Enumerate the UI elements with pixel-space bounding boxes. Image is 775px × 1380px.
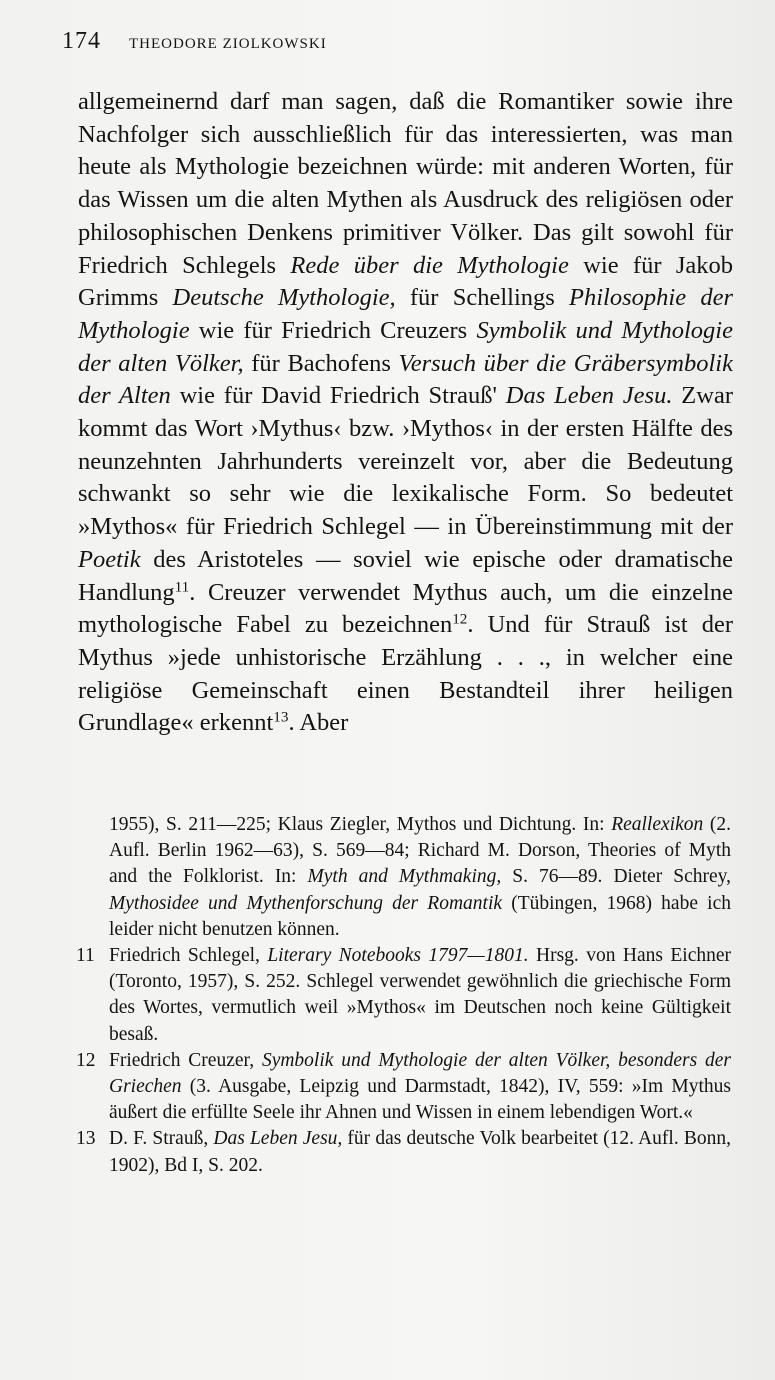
text-run: allgemeinernd darf man sagen, daß die Romantiker sowie ihre Nachfolger sich ausschließlich für das interessierten, was man heute als Mythologie bezeichnen würde: mit anderen Worten, für das Wissen um die alten Mythen als Ausdruck des religiösen oder philosophischen Denkens primitiver Völker. Das gilt sowohl für Friedrich Schlegels xyxy=(78,88,733,279)
italic-title: Versuch über die Gräbersymbolik der Alten xyxy=(78,349,733,410)
italic-title: Mythosidee und Mythenforschung der Romantik xyxy=(109,892,503,914)
text-run: (2. Aufl. Berlin 1962—63), S. 569—84; Richard M. Dorson, Theories of Myth and the Folklorist. In: xyxy=(109,814,731,888)
italic-title: Poetik xyxy=(78,545,141,573)
footnote-reference: 11 xyxy=(174,578,190,596)
italic-title: Das Leben Jesu. xyxy=(505,382,673,410)
text-run: 1955), S. 211—225; Klaus Ziegler, Mythos und Dichtung. In: xyxy=(109,814,612,835)
text-run: Friedrich Creuzer, xyxy=(109,1049,262,1071)
text-run: wie für Friedrich Creuzers xyxy=(189,316,477,344)
text-run: für Bachofens xyxy=(243,349,399,377)
text-run: Friedrich Schlegel, xyxy=(109,945,268,967)
footnote-13 xyxy=(76,1126,731,1178)
italic-title: Philosophie der Mythologie xyxy=(78,284,733,344)
footnote-continuation xyxy=(76,812,731,943)
footnote-number: 11 xyxy=(76,945,95,967)
text-run: . Und für Strauß ist der Mythus »jede unhistorische Erzählung . . ., in welcher eine religiöse Gemeinschaft einen Bestandteil ihrer heiligen Grundlage« erkennt xyxy=(78,611,733,737)
running-head-author: THEODORE ZIOLKOWSKI xyxy=(129,36,327,52)
italic-title: Deutsche Mythologie, xyxy=(172,284,396,312)
text-run: wie für David Friedrich Strauß' xyxy=(170,382,506,410)
italic-title: Das Leben Jesu, xyxy=(213,1128,343,1150)
footnote-number: 13 xyxy=(76,1128,96,1150)
italic-title: Reallexikon xyxy=(611,814,704,835)
italic-title: Symbolik und Mythologie der alten Völker, xyxy=(78,316,733,377)
text-run: für das deutsche Volk bearbeitet (12. Aufl. Bonn, 1902), Bd I, S. 202. xyxy=(109,1128,731,1176)
footnote-12 xyxy=(76,1048,731,1127)
main-text xyxy=(78,86,733,774)
text-run: (3. Ausgabe, Leipzig und Darmstadt, 1842), IV, 559: »Im Mythus äußert die erfüllte Seele ihr Ahnen und Wissen in einem lebendigen Wort.« xyxy=(109,1076,731,1124)
italic-title: Rede über die Mythologie xyxy=(290,251,569,279)
italic-title: Literary Notebooks 1797—1801. xyxy=(267,945,529,967)
text-run: Zwar kommt das Wort ›Mythus‹ bzw. ›Mythos‹ in der ersten Hälfte des neunzehnten Jahrhunderts vereinzelt vor, aber die Bedeutung schwankt so sehr wie die lexikalische Form. So bedeutet »Mythos« für Friedrich Schlegel — in Übereinstimmung mit der xyxy=(78,382,733,541)
footnote-text xyxy=(109,1048,731,1127)
text-run: des Aristoteles — soviel wie epische oder dramatische Handlung xyxy=(78,545,733,606)
footnote-11 xyxy=(76,943,731,1048)
text-run: wie für Jakob Grimms xyxy=(78,251,733,312)
text-run: . Creuzer verwendet Mythus auch, um die einzelne mythologische Fabel zu bezeichnen xyxy=(78,578,733,639)
footnotes xyxy=(76,812,731,1232)
footnote-reference: 13 xyxy=(273,709,289,727)
italic-title: Symbolik und Mythologie der alten Völker, besonders der Griechen xyxy=(109,1049,731,1098)
text-run: D. F. Strauß, xyxy=(109,1128,214,1150)
text-run: für Schellings xyxy=(395,284,570,312)
text-run: S. 76—89. Dieter Schrey, xyxy=(501,866,731,888)
body-paragraph xyxy=(78,86,733,740)
italic-title: Myth and Mythmaking, xyxy=(307,866,502,888)
footnote-text xyxy=(109,943,731,1048)
footnote-reference: 12 xyxy=(452,610,468,628)
text-run: . Aber xyxy=(288,709,349,737)
running-head xyxy=(62,28,722,58)
footnote-text xyxy=(109,1126,731,1178)
footnote-number: 12 xyxy=(76,1049,96,1071)
text-run: (Tübingen, 1968) habe ich leider nicht benutzen können. xyxy=(109,892,731,940)
page-number: 174 xyxy=(62,28,101,54)
text-run: Hrsg. von Hans Eichner (Toronto, 1957), S. 252. Schlegel verwendet gewöhnlich die griechische Form des Wortes, vermutlich weil »Mythos« im Deutschen noch keine Gültigkeit besaß. xyxy=(109,945,731,1045)
